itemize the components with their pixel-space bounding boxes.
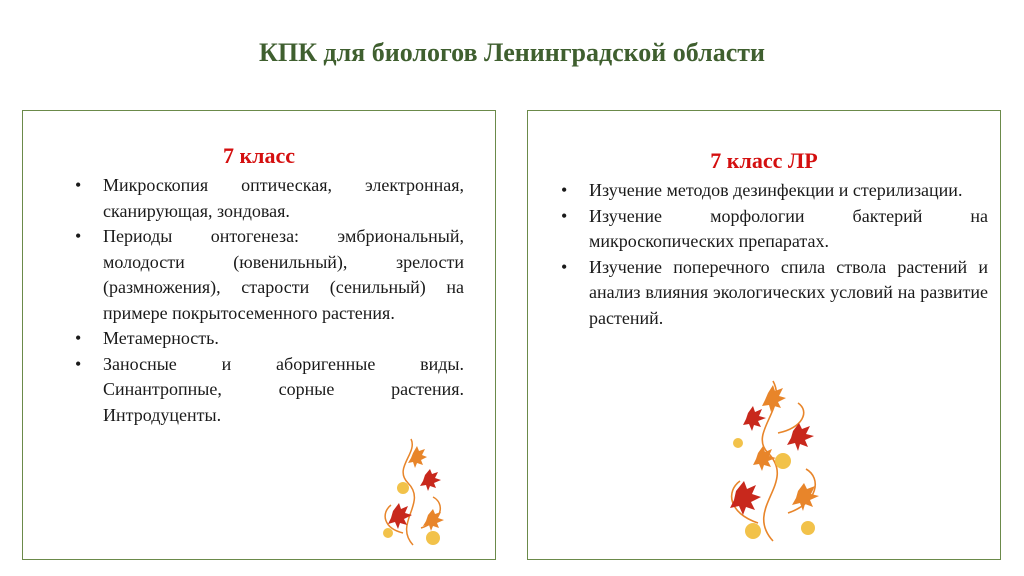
list-item: • Изучение морфологии бактерий на микроскопических препаратах. xyxy=(589,204,988,255)
autumn-leaves-ornament-small xyxy=(373,433,453,551)
left-bullet-list xyxy=(103,173,464,428)
left-panel xyxy=(22,110,496,560)
list-item: • Заносные и аборигенные виды. Синантропные, сорные растения. Интродуценты. xyxy=(103,352,464,429)
autumn-leaves-ornament-large xyxy=(718,373,833,545)
list-item: • Изучение поперечного спила ствола растений и анализ влияния экологических условий на развитие растений. xyxy=(589,255,988,332)
list-item: • Метамерность. xyxy=(103,326,464,352)
page-title: КПК для биологов Ленинградской области xyxy=(259,38,765,67)
left-panel-heading: 7 класс xyxy=(222,143,296,168)
right-panel-heading: 7 класс ЛР xyxy=(710,148,818,173)
right-bullet-list xyxy=(589,178,988,331)
right-panel xyxy=(527,110,1001,560)
list-item: • Микроскопия оптическая, электронная, сканирующая, зондовая. xyxy=(103,173,464,224)
list-item: • Изучение методов дезинфекции и стерилизации. xyxy=(589,178,988,204)
list-item: • Периоды онтогенеза: эмбриональный, молодости (ювенильный), зрелости (размножения), старости (сенильный) на примере покрытосеменного растения. xyxy=(103,224,464,326)
